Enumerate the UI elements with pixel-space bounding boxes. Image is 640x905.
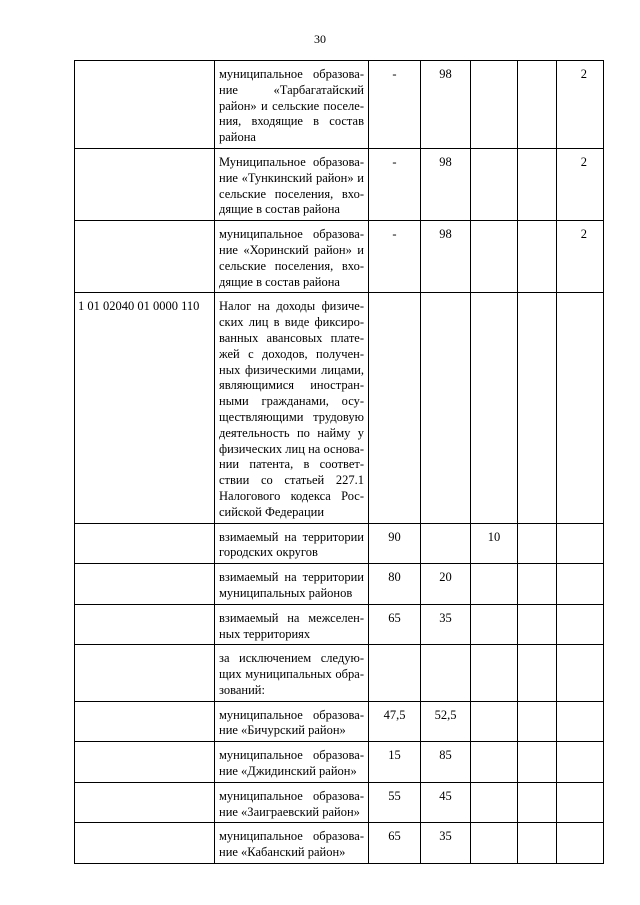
share-cell-5	[557, 823, 604, 864]
table-row	[75, 293, 604, 523]
share-cell-4	[518, 701, 557, 742]
page-number: 30	[314, 32, 326, 46]
revenue-name-line: ществляющими трудовую	[219, 409, 364, 424]
revenue-name-line: сельские поселения, вхо-	[219, 258, 364, 273]
budget-classification-code	[75, 823, 215, 864]
share-cell-5	[557, 604, 604, 645]
revenue-name-line: ние «Тарбагатайский	[219, 82, 364, 97]
revenue-name	[215, 701, 369, 742]
table-row	[75, 742, 604, 783]
share-cell-2: 45	[421, 782, 471, 823]
table-row	[75, 61, 604, 149]
budget-classification-code	[75, 645, 215, 701]
share-cell-4	[518, 523, 557, 564]
revenue-name-line: ных территориях	[219, 626, 311, 641]
revenue-name-line: щих муниципальных обра-	[219, 667, 364, 682]
revenue-name-line: физических лиц на основа-	[219, 441, 364, 456]
revenue-name-line: сельские поселения, вхо-	[219, 186, 364, 201]
revenue-name-line: Налог на доходы физиче-	[219, 299, 364, 314]
revenue-name	[215, 823, 369, 864]
revenue-name-line: ванных авансовых плате-	[219, 330, 364, 345]
share-cell-5	[557, 782, 604, 823]
share-cell-2	[421, 293, 471, 523]
revenue-name-line: ние «Кабанский район»	[219, 845, 346, 860]
revenue-name	[215, 604, 369, 645]
revenue-name-line: муниципальное образова-	[219, 748, 364, 763]
table-row	[75, 221, 604, 293]
revenue-name	[215, 293, 369, 523]
revenue-name	[215, 523, 369, 564]
share-cell-2: 85	[421, 742, 471, 783]
share-cell-3	[471, 604, 518, 645]
share-cell-4	[518, 564, 557, 605]
share-cell-1: 80	[369, 564, 421, 605]
revenue-name-line: взимаемый на межселен-	[219, 610, 364, 625]
share-cell-4	[518, 293, 557, 523]
share-cell-4	[518, 823, 557, 864]
budget-classification-code	[75, 564, 215, 605]
share-cell-3	[471, 823, 518, 864]
share-cell-1: 65	[369, 604, 421, 645]
budget-classification-code: 1 01 02040 01 0000 110	[75, 293, 215, 523]
share-cell-1: -	[369, 148, 421, 220]
revenue-name-line: являющимися иностран-	[219, 378, 364, 393]
budget-classification-code	[75, 742, 215, 783]
share-cell-4	[518, 645, 557, 701]
table-row	[75, 523, 604, 564]
share-cell-1: 47,5	[369, 701, 421, 742]
share-cell-2: 98	[421, 221, 471, 293]
revenue-name-line: ных физическими лицами,	[219, 362, 364, 377]
revenue-name-line: муниципальное образова-	[219, 67, 364, 81]
share-cell-1	[369, 645, 421, 701]
revenue-name-line: муниципальных районов	[219, 585, 353, 600]
revenue-name-line: жей с доходов, получен-	[219, 346, 364, 361]
revenue-name-line: нии патента, в соответ-	[219, 457, 364, 472]
share-cell-5	[557, 742, 604, 783]
share-cell-1: 15	[369, 742, 421, 783]
revenue-name-line: взимаемый на территории	[219, 570, 364, 585]
revenue-name-line: муниципальное образова-	[219, 707, 364, 722]
revenue-name-line: зований:	[219, 682, 265, 697]
share-cell-1: -	[369, 221, 421, 293]
revenue-name	[215, 564, 369, 605]
share-cell-1: -	[369, 61, 421, 149]
share-cell-2	[421, 645, 471, 701]
share-cell-3	[471, 148, 518, 220]
budget-classification-code	[75, 523, 215, 564]
share-cell-5: 2	[557, 148, 604, 220]
revenue-name-line: ние «Заиграевский район»	[219, 804, 360, 819]
revenue-name	[215, 645, 369, 701]
share-cell-3	[471, 564, 518, 605]
share-cell-4	[518, 61, 557, 149]
share-cell-5	[557, 564, 604, 605]
revenue-name-line: ние «Тункинский район» и	[219, 170, 364, 185]
revenue-name-line: ние «Хоринский район» и	[219, 242, 364, 257]
revenue-name	[215, 148, 369, 220]
budget-classification-code	[75, 701, 215, 742]
share-cell-5	[557, 645, 604, 701]
revenue-name-line: ствии со статьей 227.1	[219, 473, 364, 488]
share-cell-2: 35	[421, 604, 471, 645]
share-cell-2: 98	[421, 61, 471, 149]
share-cell-4	[518, 782, 557, 823]
budget-classification-code	[75, 604, 215, 645]
revenue-name-line: ние «Бичурский район»	[219, 723, 346, 738]
revenue-name	[215, 782, 369, 823]
share-cell-1: 90	[369, 523, 421, 564]
revenue-name-line: взимаемый на территории	[219, 529, 364, 544]
share-cell-2: 98	[421, 148, 471, 220]
share-cell-3	[471, 742, 518, 783]
revenue-name-line: дящие в состав района	[219, 202, 340, 217]
table-body	[75, 61, 604, 864]
revenue-name-line: ния, входящие в состав	[219, 114, 364, 129]
table-row	[75, 564, 604, 605]
revenue-name-line: район» и сельские поселе-	[219, 98, 364, 113]
share-cell-3: 10	[471, 523, 518, 564]
table-row	[75, 823, 604, 864]
revenue-name-line: деятельность по найму у	[219, 425, 364, 440]
share-cell-1	[369, 293, 421, 523]
revenue-name	[215, 61, 369, 149]
share-cell-5: 2	[557, 61, 604, 149]
share-cell-1: 65	[369, 823, 421, 864]
share-cell-3	[471, 701, 518, 742]
revenue-name-line: муниципальное образова-	[219, 829, 364, 844]
budget-classification-code	[75, 148, 215, 220]
revenue-name-line: городских округов	[219, 545, 318, 560]
revenue-name-line: сийской Федерации	[219, 504, 325, 519]
table-row	[75, 604, 604, 645]
share-cell-3	[471, 645, 518, 701]
revenue-name-line: Налогового кодекса Рос-	[219, 488, 364, 503]
revenue-name-line: ских лиц в виде фиксиро-	[219, 315, 364, 330]
revenue-name-line: дящие в состав района	[219, 274, 340, 289]
revenue-name-line: ными гражданами, осу-	[219, 394, 364, 409]
share-cell-5	[557, 293, 604, 523]
share-cell-3	[471, 221, 518, 293]
revenue-name-line: ние «Джидинский район»	[219, 764, 357, 779]
share-cell-2: 20	[421, 564, 471, 605]
share-cell-5	[557, 701, 604, 742]
revenue-name-line: муниципальное образова-	[219, 788, 364, 803]
revenue-name-line: муниципальное образова-	[219, 227, 364, 242]
share-cell-1: 55	[369, 782, 421, 823]
share-cell-5	[557, 523, 604, 564]
share-cell-4	[518, 148, 557, 220]
revenue-name-line: Муниципальное образова-	[219, 154, 364, 169]
budget-classification-code	[75, 221, 215, 293]
budget-classification-code	[75, 782, 215, 823]
share-cell-4	[518, 742, 557, 783]
revenue-name	[215, 221, 369, 293]
revenue-name-line: района	[219, 130, 256, 145]
share-cell-2	[421, 523, 471, 564]
revenue-name-line: за исключением следую-	[219, 651, 364, 666]
budget-classification-code	[75, 61, 215, 149]
share-cell-3	[471, 782, 518, 823]
share-cell-5: 2	[557, 221, 604, 293]
share-cell-3	[471, 61, 518, 149]
revenue-name	[215, 742, 369, 783]
share-cell-4	[518, 221, 557, 293]
table-row	[75, 782, 604, 823]
share-cell-2: 35	[421, 823, 471, 864]
share-cell-4	[518, 604, 557, 645]
table-row	[75, 645, 604, 701]
share-cell-2: 52,5	[421, 701, 471, 742]
tax-distribution-table	[74, 60, 604, 864]
table-row	[75, 148, 604, 220]
share-cell-3	[471, 293, 518, 523]
table-row	[75, 701, 604, 742]
